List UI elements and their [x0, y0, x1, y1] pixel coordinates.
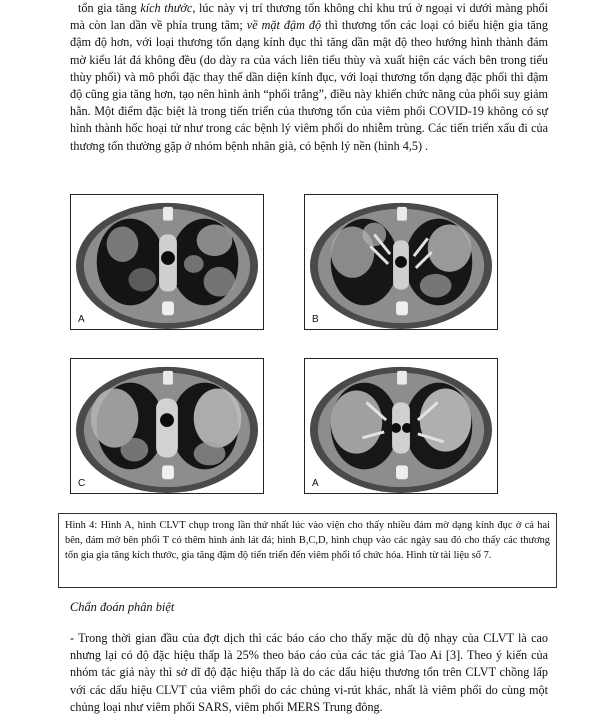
panel-label: A — [312, 478, 319, 489]
body-paragraph-top — [70, 0, 548, 155]
panel-label: A — [78, 314, 85, 325]
paragraph-text: thì thương tổn các loại có biểu hiện gia tăng đậm độ hơn, với loại thương tổn dạng kính đục thì tăng dần mật độ theo hướng hình thành đám mờ kiểu lát đá không đều (do dày ra của vách liên tiểu thùy và xuất hiện các vách bên trong tiểu thùy phổi) và mô phổi đặc thay thế dần diện kính đục, với loại thương tổn dạng đặc phổi thì đậm độ cũng gia tăng hơn, tạo nên hình ảnh “phổi trắng”, điều này khiến chức năng của phổi suy giảm hẳn. Một điểm đặc biệt là trong tiến triển của thương tổn của viêm phổi COVID-19 không có sự hình thành hốc hoại tử như trong các bệnh lý viêm phổi do nhiễm trùng. Các tiến triển xấu đi của thương tổn thường gặp ở nhóm bệnh nhân già, có bệnh lý nền (hình 4,5) . — [70, 18, 548, 153]
ct-scan-image — [305, 195, 497, 329]
emphasis-size: kích thước — [140, 1, 193, 15]
ct-image-panel-d — [304, 358, 498, 494]
ct-image-panel-b — [304, 194, 498, 330]
ct-image-panel-a — [70, 194, 264, 330]
panel-label: C — [78, 478, 86, 489]
emphasis-density: về mặt đậm độ — [246, 18, 322, 33]
ct-image-panel-c — [70, 358, 264, 494]
paragraph-text: tổn gia tăng — [78, 1, 141, 15]
section-heading: Chẩn đoán phân biệt — [70, 600, 175, 614]
panel-label: B — [312, 314, 319, 325]
ct-scan-image — [71, 359, 263, 493]
body-paragraph-bottom: - Trong thời gian đầu của đợt dịch thì các báo cáo cho thấy mặc dù độ nhạy của CLVT là cao nhưng lại có độ đặc hiệu thấp là 25% theo báo cáo của các tác giả Tao Ai [3]. Theo ý kiến của nhóm tác giả này thì sở dĩ độ đặc hiệu thấp là do các dấu hiệu thương tổn trên CLVT chồng lấp với các dấu hiệu CLVT của viêm phổi do các chủng vi-rút khác, nhất là viêm phổi do cùng một chủng loại như viêm phổi SARS, viêm phổi MERS Trung đông. — [70, 631, 548, 714]
figure-caption: Hình 4: Hình A, hình CLVT chụp trong lần thứ nhất lúc vào viện cho thấy nhiều đám mờ dạng kính đục ở cả hai bên, đám mờ bên phổi T có thêm hình ảnh lát đá; hình B,C,D, hình chụp vào các ngày sau đó cho thấy các thương tổn gia gia tăng kích thước, gia tăng đậm độ tiến triển đến viêm phổi tổ chức hóa. Hình từ tài liệu số 7. — [58, 513, 557, 588]
paragraph-text: , lúc này vị trí thương tổn không chỉ khu trú ở ngoại vi dưới màng phổi mà còn lan dần về phía trung tâm; — [70, 1, 549, 33]
ct-scan-image — [305, 359, 497, 493]
ct-scan-image — [71, 195, 263, 329]
